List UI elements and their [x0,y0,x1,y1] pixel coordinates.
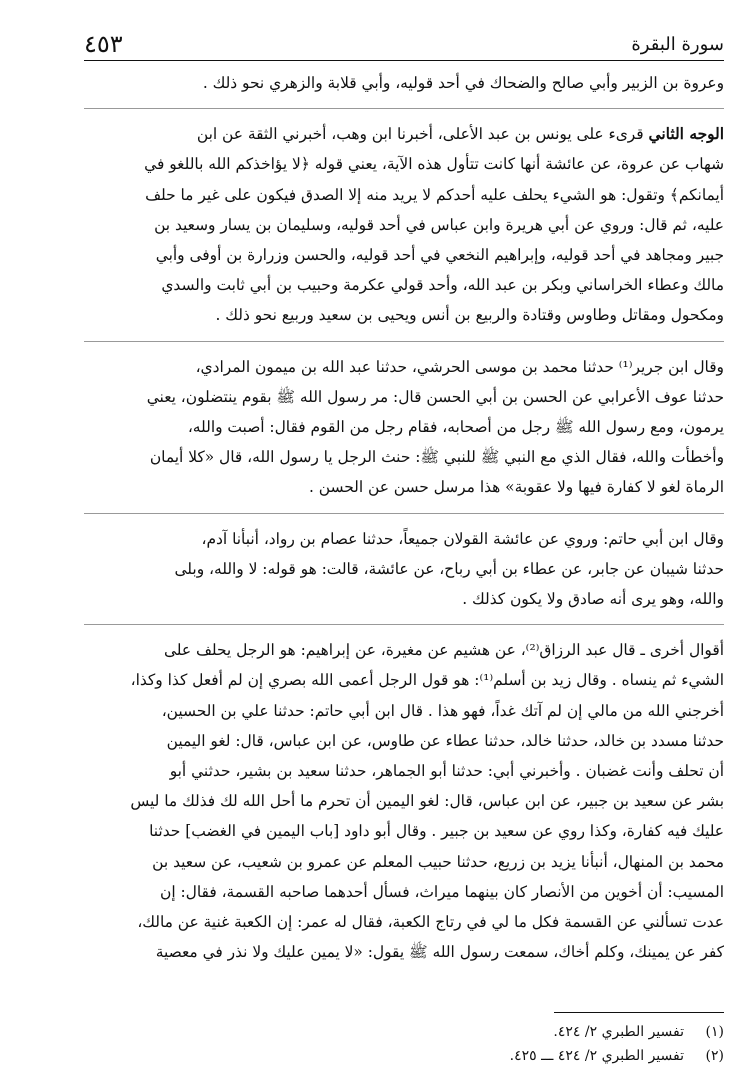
paragraph-1 [84,68,724,98]
paragraph-separator [84,513,724,514]
section-lead: الوجه الثاني [648,125,724,144]
paragraph-separator [84,624,724,625]
text-line: مالك وعطاء الخراساني وبكر بن عبد الله، وأحد قولي عكرمة وحبيب بن أبي ثابت والسدي [161,276,724,295]
text-line: ومكحول ومقاتل وطاوس وقتادة والربيع بن أنس ويحيى بن سعيد وربيع نحو ذلك . [215,306,724,325]
text-line: يرمون، ومع رسول الله ﷺ رجل من أصحابه، فقام رجل من القوم فقال: أصبت والله، [187,418,724,437]
text-line: وعروة بن الزبير وأبي صالح والضحاك في أحد قوليه، وأبي قلابة والزهري نحو ذلك . [202,74,724,92]
text-line: الرماة لغو لا كفارة فيها ولا عقوبة» هذا مرسل حسن عن الحسن . [308,478,724,497]
text-line: الشيء ثم ينساه . وقال زيد بن أسلم⁽¹⁾: هو قول الرجل أعمى الله بصري إن لم أفعل كذا وكذا، [130,671,724,690]
text-line: عدت تسألني عن القسمة فكل ما لي في رتاج الكعبة، فقال له عمر: إن الكعبة غنية عن مالك، [137,913,724,932]
book-page [84,30,724,1070]
text-line: أقوال أخرى ـ قال عبد الرزاق⁽²⁾، عن هشيم عن مغيرة، عن إبراهيم: هو الرجل يحلف على [163,641,724,660]
text-line: جبير ومجاهد في أحد قوليه، وإبراهيم النخعي في أحد قوليه، والحسن وزرارة بن أوفى وأبي [155,246,724,265]
page-number: ٤٥٣ [84,30,123,58]
text-line: أخرجني الله من مالي إن لم آتك غداً، فهو هذا . قال ابن أبي حاتم: حدثنا علي بن الحسين، [161,701,724,720]
footnote-text: تفسير الطبري ٢/ ٤٢٤. [553,1024,684,1040]
text-line: حدثنا مسدد بن خالد، حدثنا خالد، حدثنا عطاء عن طاوس، عن ابن عباس، قال: لغو اليمين [166,731,724,750]
text-line: شهاب عن عروة، عن عائشة أنها كانت تتأول هذه الآية، يعني قوله ﴿لا يؤاخذكم الله باللغو في [144,155,724,174]
footnote [84,1020,724,1044]
text-line: أيمانكم﴾ وتقول: هو الشيء يحلف عليه أحدكم لا يريد منه إلا الصدق فيكون على غير ما حلف [145,185,724,204]
text-line: وقال ابن أبي حاتم: وروي عن عائشة القولان جميعاً، حدثنا عصام بن رواد، أنبأنا آدم، [201,529,724,548]
text-line: وأخطأت والله، فقال الذي مع النبي ﷺ للنبي ﷺ: حنث الرجل يا رسول الله، قال «كلا أيمان [149,448,724,467]
footnote-number: (١) [705,1024,724,1040]
header-rule [84,60,724,61]
page-header [84,30,724,60]
paragraph-separator [84,341,724,342]
page-body [84,68,724,967]
footnote-rule [554,1012,724,1013]
surah-title: سورة البقرة [631,34,724,55]
text-line: كفر عن يمينك، وكلم أخاك، سمعت رسول الله ﷺ يقول: «لا يمين عليك ولا نذر في معصية [155,943,724,962]
text-line: والله، وهو يرى أنه صادق ولا يكون كذلك . [462,590,724,609]
paragraph-3 [84,352,724,503]
footnotes [84,1020,724,1068]
paragraph-separator [84,108,724,109]
text-line: بشر عن سعيد بن جبير، عن ابن عباس، قال: لغو اليمين أن تحرم ما أحل الله لك فذلك ما ليس [130,792,724,811]
text-line: المسيب: أن أخوين من الأنصار كان بينهما ميراث، فسأل أحدهما صاحبه القسمة، فقال: إن [160,882,724,901]
paragraph-2 [84,119,724,330]
paragraph-4 [84,524,724,615]
text-line: حدثنا عوف الأعرابي عن الحسن بن أبي الحسن قال: مر رسول الله ﷺ بقوم ينتضلون، يعني [146,387,724,406]
footnote-number: (٢) [705,1048,724,1064]
text-line: محمد بن المنهال، أنبأنا يزيد بن زريع، حدثنا حبيب المعلم عن عمرو بن شعيب، عن سعيد بن [152,852,724,871]
text-line: عليه، ثم قال: وروي عن أبي هريرة وابن عباس في أحد قوليه، وسليمان بن يسار وسعيد بن [154,215,724,234]
text-line: قرىء على يونس بن عبد الأعلى، أخبرنا ابن وهب، أخبرني الثقة عن ابن [196,125,644,144]
paragraph-5 [84,635,724,967]
text-line: وقال ابن جرير⁽¹⁾ حدثنا محمد بن موسى الحرشي، حدثنا عبد الله بن ميمون المرادي، [195,357,724,376]
text-line: أن تحلف وأنت غضبان . وأخبرني أبي: حدثنا أبو الجماهر، حدثنا سعيد بن بشير، حدثني أبو [169,762,724,781]
footnote-text: تفسير الطبري ٢/ ٤٢٤ ـــ ٤٢٥. [509,1048,684,1064]
text-line: حدثنا شيبان عن جابر، عن عطاء بن أبي رباح، عن عائشة، قالت: هو قوله: لا والله، وبلى [174,559,724,578]
text-line: عليك فيه كفارة، وكذا روي عن سعيد بن جبير . وقال أبو داود [باب اليمين في الغضب] حدثنا [149,822,724,841]
footnote [84,1044,724,1068]
